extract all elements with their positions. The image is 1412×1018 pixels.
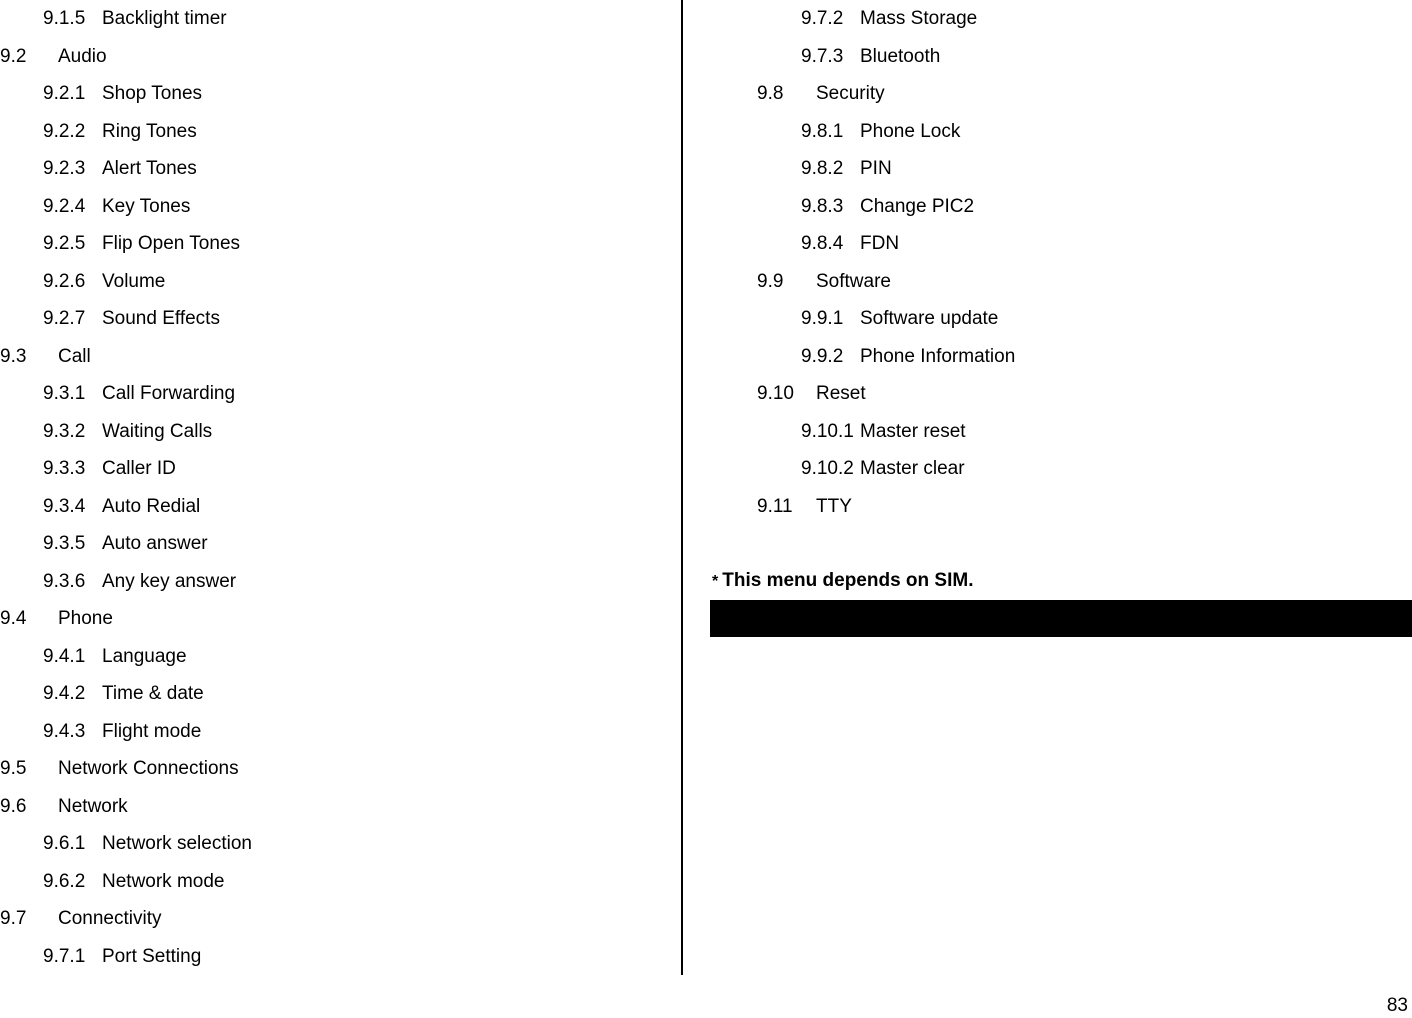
menu-entry-number: 9.3.5: [43, 533, 86, 554]
menu-entry-number: 9.3.1: [43, 383, 86, 404]
menu-entry-label: Connectivity: [58, 908, 162, 929]
menu-entry-number: 9.9: [757, 270, 784, 292]
menu-entry-label: FDN: [860, 233, 900, 254]
menu-entry-number: 9.8.4: [801, 233, 844, 254]
menu-entry-label: Waiting Calls: [102, 420, 213, 442]
menu-entry-number: 9.7.2: [801, 8, 844, 29]
menu-entry-number: 9.7.1: [43, 945, 86, 967]
menu-entry-number: 9.9.2: [801, 345, 844, 367]
menu-entry-label: Software update: [860, 308, 999, 329]
menu-entry-number: 9.7.3: [801, 45, 844, 67]
menu-entry-label: Security: [816, 83, 885, 104]
menu-entry-label: Reset: [816, 383, 866, 404]
menu-entry-label: Bluetooth: [860, 45, 941, 67]
menu-entry-label: Network mode: [102, 870, 225, 892]
menu-entry-number: 9.8: [757, 83, 784, 104]
menu-entry-label: Backlight timer: [102, 8, 227, 29]
menu-entry-label: Shop Tones: [102, 83, 203, 104]
menu-entry-label: Call Forwarding: [102, 383, 236, 404]
menu-entry-label: Network Connections: [58, 758, 239, 779]
menu-entry-number: 9.2.2: [43, 120, 86, 142]
menu-entry-label: Caller ID: [102, 458, 176, 479]
menu-entry-number: 9.3.6: [43, 570, 86, 592]
menu-entry-number: 9.2.7: [43, 308, 86, 329]
sim-note-marker: *: [712, 573, 719, 590]
menu-entry-number: 9.8.3: [801, 195, 844, 217]
menu-entry-label: Network: [58, 795, 128, 817]
menu-entry-label: Mass Storage: [860, 8, 978, 29]
menu-entry-number: 9.3: [0, 345, 27, 367]
menu-entry-number: 9.9.1: [801, 308, 844, 329]
menu-entry-label: Alert Tones: [102, 158, 197, 179]
menu-entry-number: 9.2.6: [43, 270, 86, 292]
menu-entry-number: 9.10.1: [801, 420, 854, 442]
menu-entry-number: 9.5: [0, 758, 27, 779]
menu-entry-number: 9.7: [0, 908, 27, 929]
menu-entry-label: Master clear: [860, 458, 965, 479]
menu-entry-label: Phone Lock: [860, 120, 961, 142]
menu-entry-label: Flip Open Tones: [102, 233, 241, 254]
menu-entry-number: 9.6.2: [43, 870, 86, 892]
menu-entry-label: Phone: [58, 608, 113, 629]
menu-entry-number: 9.2.5: [43, 233, 86, 254]
menu-entry-number: 9.2.4: [43, 195, 86, 217]
black-bar: [710, 600, 1412, 637]
page-number: 83: [1386, 995, 1408, 1016]
menu-entry-label: Network selection: [102, 833, 252, 854]
menu-entry-number: 9.3.2: [43, 420, 86, 442]
menu-entry-label: Flight mode: [102, 720, 202, 742]
menu-entry-number: 9.8.1: [801, 120, 844, 142]
menu-entry-number: 9.4.3: [43, 720, 86, 742]
sim-note-text: This menu depends on SIM.: [722, 570, 974, 591]
menu-entry-label: Ring Tones: [102, 120, 197, 142]
menu-entry-label: PIN: [860, 158, 892, 179]
menu-entry-label: Master reset: [860, 420, 966, 442]
menu-entry-label: Auto Redial: [102, 495, 201, 517]
menu-entry-label: Port Setting: [102, 945, 202, 967]
menu-entry-label: Phone Information: [860, 345, 1016, 367]
menu-entry-number: 9.1.5: [43, 8, 86, 29]
sim-note: [712, 567, 973, 596]
menu-entry-label: Audio: [58, 45, 107, 67]
menu-entry-label: Software: [816, 270, 891, 292]
menu-entry-label: Volume: [102, 270, 166, 292]
menu-entry-number: 9.2.1: [43, 83, 86, 104]
column-divider: [681, 0, 683, 975]
menu-entry-number: 9.6: [0, 795, 27, 817]
menu-entry-label: Time & date: [102, 683, 204, 704]
menu-entry-label: Change PIC2: [860, 195, 975, 217]
menu-entry-number: 9.4.2: [43, 683, 86, 704]
menu-entry-label: Any key answer: [102, 570, 237, 592]
menu-entry-label: Sound Effects: [102, 308, 220, 329]
menu-entry-number: 9.3.4: [43, 495, 86, 517]
menu-entry-number: 9.8.2: [801, 158, 844, 179]
menu-entry-label: Key Tones: [102, 195, 191, 217]
menu-entry-label: Auto answer: [102, 533, 208, 554]
menu-entry-number: 9.6.1: [43, 833, 86, 854]
menu-entry-label: Language: [102, 645, 187, 667]
menu-entry-number: 9.3.3: [43, 458, 86, 479]
menu-entry-number: 9.10.2: [801, 458, 854, 479]
menu-entry-number: 9.11: [757, 495, 793, 517]
menu-entry-number: 9.2: [0, 45, 27, 67]
menu-entry-number: 9.4: [0, 608, 27, 629]
menu-entry-label: TTY: [816, 495, 852, 517]
menu-entry-number: 9.4.1: [43, 645, 86, 667]
menu-entry-number: 9.2.3: [43, 158, 86, 179]
menu-entry-number: 9.10: [757, 383, 794, 404]
menu-entry-label: Call: [58, 345, 91, 367]
